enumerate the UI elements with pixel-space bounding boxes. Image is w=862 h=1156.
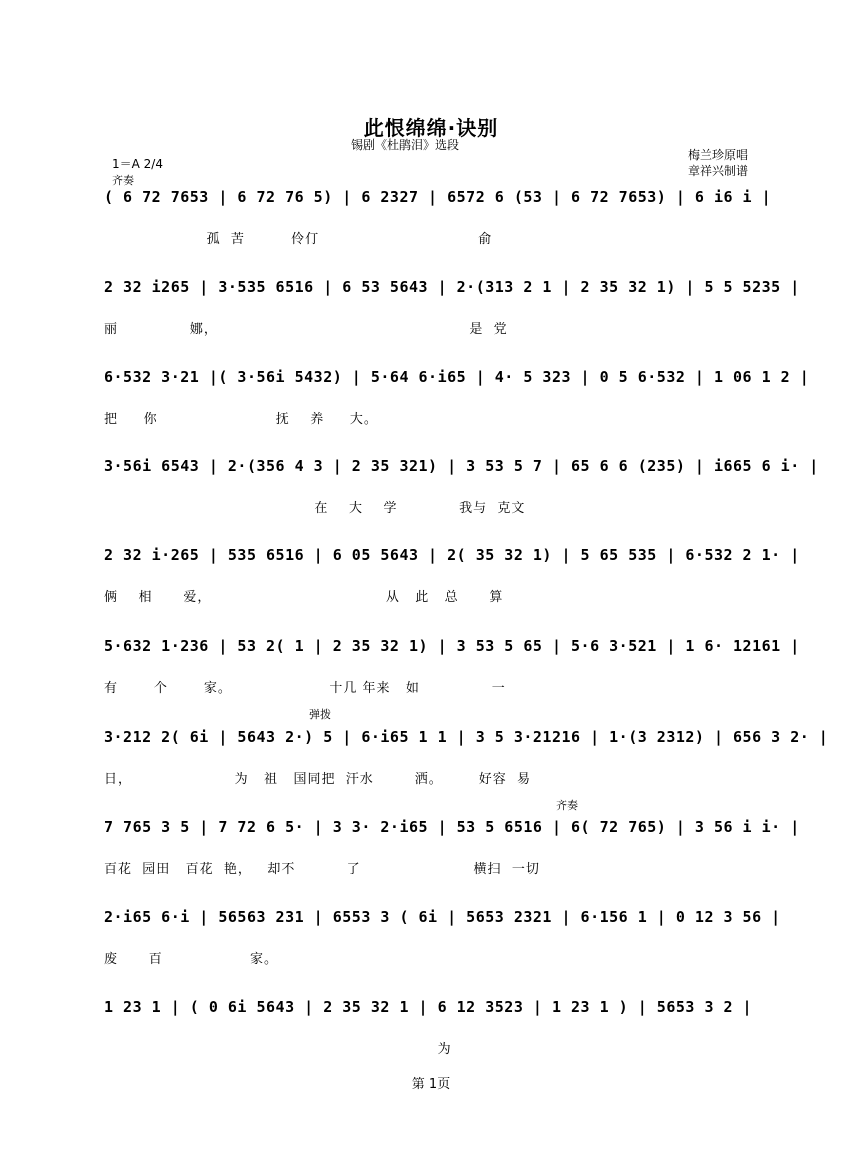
lyrics-line: 俩 相 爱， 从 此 总 算 <box>104 590 504 605</box>
lyrics-line: 在 大 学 我与 克文 <box>104 501 526 516</box>
qizou-mark: 齐奏 <box>556 799 578 812</box>
song-title: 此恨绵绵·诀别 <box>363 116 499 140</box>
score-system <box>104 637 800 727</box>
lyrics-line: 日， 为 祖 国同把 汗水 洒。 好容 易 <box>104 772 531 787</box>
arranger-credit: 章祥兴制谱 <box>688 164 749 178</box>
notation-line: 3·56i 6543 | 2·(356 4 3 | 2 35 321) | 3 53 5 7 | 65 6 6 (235) | i665 6 i· | <box>104 457 819 475</box>
score-system <box>104 278 800 368</box>
page-number: 第 1页 <box>411 1077 451 1092</box>
tanbo-mark: 弹拨 <box>309 708 331 721</box>
notation-line: 2 32 i265 | 3·535 6516 | 6 53 5643 | 2·(313 2 1 | 2 35 32 1) | 5 5 5235 | <box>104 278 800 296</box>
lyrics-line: 为 <box>104 1042 452 1057</box>
notation-line: 5·632 1·236 | 53 2( 1 | 2 35 32 1) | 3 53 5 65 | 5·6 3·521 | 1 6· 12161 | <box>104 637 800 655</box>
notation-line: 2 32 i·265 | 535 6516 | 6 05 5643 | 2( 35 32 1) | 5 65 535 | 6·532 2 1· | <box>104 546 800 564</box>
score-system <box>104 818 800 908</box>
qizou-mark: 齐奏 <box>112 174 134 187</box>
lyrics-line: 百花 园田 百花 艳， 却不 了 横扫 一切 <box>104 862 540 877</box>
notation-line: 3·212 2( 6i | 5643 2·) 5 | 6·i65 1 1 | 3 5 3·21216 | 1·(3 2312) | 656 3 2· | <box>104 728 829 746</box>
lyrics-line: 有 个 家。 十几 年来 如 一 <box>104 681 506 696</box>
singer-credit: 梅兰珍原唱 <box>688 148 749 162</box>
notation-line: ( 6 72 7653 | 6 72 76 5) | 6 2327 | 6572 6 (53 | 6 72 7653) | 6 i6 i | <box>104 188 772 206</box>
lyrics-line: 废 百 家。 <box>104 952 279 967</box>
lyrics-line: 把 你 抚 养 大。 <box>104 412 378 427</box>
lyrics-line: 丽 娜， 是 党 <box>104 322 508 337</box>
score-system <box>104 908 781 998</box>
score-system <box>104 368 810 458</box>
lyrics-line: 孤 苦 伶仃 俞 <box>104 232 493 247</box>
score-system <box>104 188 772 278</box>
notation-line: 7 765 3 5 | 7 72 6 5· | 3 3· 2·i65 | 53 5 6516 | 6( 72 765) | 3 56 i i· | <box>104 818 800 836</box>
score-system <box>104 457 819 547</box>
key-signature: 1＝A 2/4 <box>112 157 163 171</box>
notation-line: 6·532 3·21 |( 3·56i 5432) | 5·64 6·i65 | 4· 5 323 | 0 5 6·532 | 1 06 1 2 | <box>104 368 810 386</box>
score-system <box>104 728 829 818</box>
notation-line: 1 23 1 | ( 0 6i 5643 | 2 35 32 1 | 6 12 3523 | 1 23 1 ) | 5653 3 2 | <box>104 998 753 1016</box>
score-system <box>104 546 800 636</box>
song-subtitle: 锡剧《杜鹃泪》选段 <box>350 138 459 152</box>
notation-line: 2·i65 6·i | 56563 231 | 6553 3 ( 6i | 5653 2321 | 6·156 1 | 0 12 3 56 | <box>104 908 781 926</box>
